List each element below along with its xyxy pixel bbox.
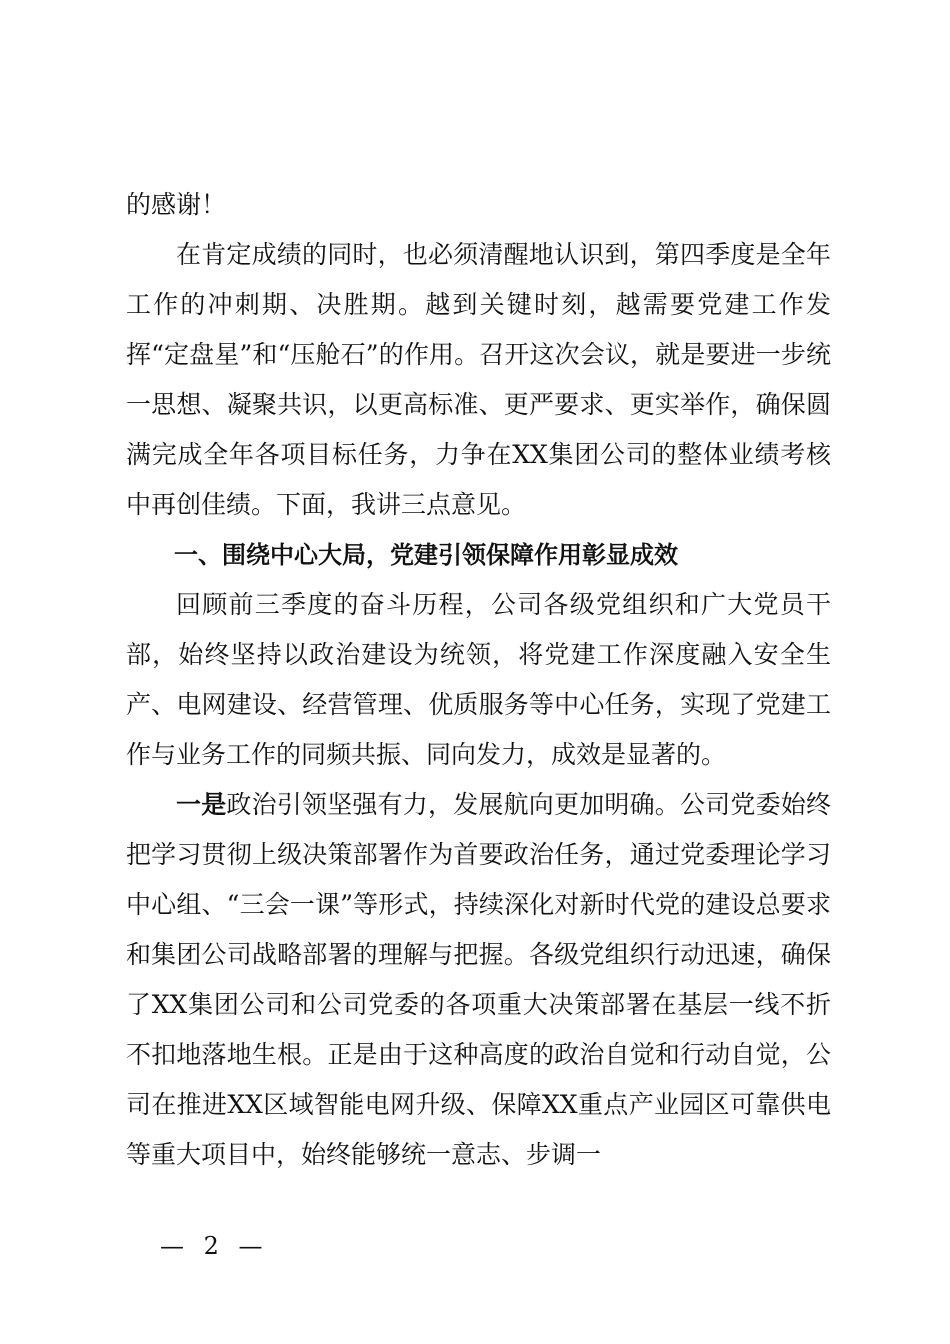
paragraph-point-one <box>126 780 831 1180</box>
paragraph-intro: 在肯定成绩的同时，也必须清醒地认识到，第四季度是全年工作的冲刺期、决胜期。越到关键时刻，越需要党建工作发挥“定盘星”和“压舱石”的作用。召开这次会议，就是要进一步统一思想、凝聚共识，以更高标准、更严要求、更实举作，确保圆满完成全年各项目标任务，力争在XX集团公司的整体业绩考核中再创佳绩。下面，我讲三点意见。 <box>126 240 831 519</box>
body-text <box>126 180 831 1180</box>
point-one-text: 政治引领坚强有力，发展航向更加明确。公司党委始终把学习贯彻上级决策部署作为首要政治任务，通过党委理论学习中心组、“三会一课”等形式，持续深化对新时代党的建设总要求和集团公司战略部署的理解与把握。各级党组织行动迅速，确保了XX集团公司和公司党委的各项重大决策部署在基层一线不折不扣地落地生根。正是由于这种高度的政治自觉和行动自觉，公司在推进XX区域智能电网升级、保障XX重点产业园区可靠供电等重大项目中，始终能够统一意志、步调一 <box>126 790 831 1169</box>
page-number: — 2 — <box>160 1232 269 1260</box>
point-lead-label: 一是 <box>176 790 227 819</box>
section-heading: 一、围绕中心大局，党建引领保障作用彰显成效 <box>174 541 678 569</box>
paragraph-review: 回顾前三季度的奋斗历程，公司各级党组织和广大党员干部，始终坚持以政治建设为统领，将党建工作深度融入安全生产、电网建设、经营管理、优质服务等中心任务，实现了党建工作与业务工作的同频共振、同向发力，成效是显著的。 <box>126 590 831 769</box>
paragraph-continuation: 的感谢！ <box>126 190 227 219</box>
